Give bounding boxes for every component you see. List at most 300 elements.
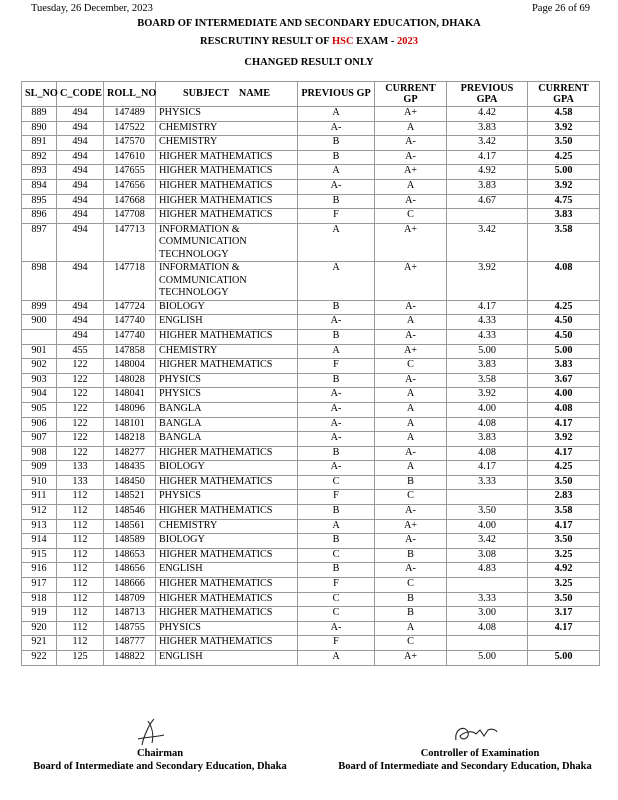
table-row [22,359,600,374]
cell-c-code: 494 [57,136,104,151]
cell-curr-gpa [528,636,600,651]
cell-prev-gp: A- [298,417,375,432]
table-row [22,417,600,432]
cell-curr-gp: A- [375,329,447,344]
cell-subject: HIGHER MATHEMATICS [156,592,298,607]
table-row [22,121,600,136]
cell-c-code: 494 [57,107,104,122]
cell-curr-gp: A [375,432,447,447]
cell-roll-no: 147668 [104,194,156,209]
cell-curr-gpa: 3.17 [528,607,600,622]
cell-curr-gpa: 3.83 [528,359,600,374]
cell-subject: ENGLISH [156,563,298,578]
cell-roll-no: 148028 [104,373,156,388]
cell-roll-no: 147655 [104,165,156,180]
cell-subject: PHYSICS [156,621,298,636]
cell-subject: PHYSICS [156,388,298,403]
cell-roll-no: 147489 [104,107,156,122]
cell-curr-gpa: 3.58 [528,223,600,262]
table-row [22,461,600,476]
cell-prev-gp: F [298,636,375,651]
cell-subject: HIGHER MATHEMATICS [156,446,298,461]
cell-prev-gpa: 4.17 [447,150,528,165]
page-number: Page 26 of 69 [531,3,590,14]
cell-curr-gpa: 2.83 [528,490,600,505]
cell-sl-no: 904 [22,388,57,403]
cell-curr-gpa: 4.92 [528,563,600,578]
cell-sl-no: 901 [22,344,57,359]
cell-curr-gpa: 3.50 [528,592,600,607]
cell-sl-no: 899 [22,300,57,315]
cell-prev-gpa: 3.33 [447,475,528,490]
cell-sl-no: 910 [22,475,57,490]
col-current-gpa: CURRENT GPA [528,82,600,107]
cell-prev-gp: B [298,563,375,578]
chairman-signature [130,717,170,747]
cell-c-code: 122 [57,446,104,461]
cell-roll-no: 148218 [104,432,156,447]
cell-prev-gp: B [298,373,375,388]
cell-curr-gpa: 3.25 [528,548,600,563]
cell-prev-gpa: 3.83 [447,179,528,194]
table-header-row [22,82,600,107]
cell-subject: PHYSICS [156,490,298,505]
cell-c-code: 122 [57,402,104,417]
cell-curr-gp: A- [375,194,447,209]
cell-prev-gpa: 4.17 [447,300,528,315]
report-title [0,36,618,47]
cell-prev-gpa: 3.00 [447,607,528,622]
cell-roll-no: 147708 [104,209,156,224]
table-row [22,651,600,666]
cell-subject: BANGLA [156,417,298,432]
chairman-org: Board of Intermediate and Secondary Education, Dhaka [33,761,287,772]
cell-curr-gpa: 3.67 [528,373,600,388]
cell-prev-gpa: 4.08 [447,417,528,432]
chairman-title: Chairman [136,748,184,759]
cell-roll-no: 148589 [104,534,156,549]
cell-sl-no: 900 [22,315,57,330]
cell-subject: BANGLA [156,402,298,417]
col-subject-name: SUBJECT NAME [156,82,298,107]
cell-prev-gpa: 3.42 [447,223,528,262]
cell-sl-no: 889 [22,107,57,122]
cell-prev-gp: A- [298,621,375,636]
table-row [22,475,600,490]
cell-c-code: 112 [57,592,104,607]
cell-curr-gpa: 4.50 [528,315,600,330]
title-mid: EXAM - [356,36,395,47]
table-row [22,329,600,344]
table-row [22,209,600,224]
cell-curr-gp: A [375,179,447,194]
cell-prev-gp: B [298,136,375,151]
cell-c-code: 494 [57,300,104,315]
cell-c-code: 494 [57,329,104,344]
table-row [22,107,600,122]
cell-prev-gp: A- [298,315,375,330]
cell-subject: HIGHER MATHEMATICS [156,505,298,520]
cell-curr-gp: A- [375,534,447,549]
cell-curr-gp: A+ [375,262,447,301]
cell-subject: HIGHER MATHEMATICS [156,636,298,651]
cell-c-code: 112 [57,563,104,578]
cell-roll-no: 148277 [104,446,156,461]
cell-roll-no: 147718 [104,262,156,301]
cell-roll-no: 147740 [104,315,156,330]
cell-curr-gpa: 3.50 [528,475,600,490]
cell-curr-gp: B [375,607,447,622]
cell-prev-gpa: 3.83 [447,432,528,447]
cell-roll-no: 148435 [104,461,156,476]
table-row [22,373,600,388]
cell-prev-gp: A [298,519,375,534]
cell-c-code: 112 [57,621,104,636]
cell-prev-gp: A- [298,402,375,417]
cell-sl-no: 911 [22,490,57,505]
table-row [22,534,600,549]
cell-c-code: 125 [57,651,104,666]
cell-prev-gpa: 3.33 [447,592,528,607]
cell-prev-gp: C [298,548,375,563]
cell-roll-no: 148450 [104,475,156,490]
cell-c-code: 122 [57,373,104,388]
col-previous-gpa: PREVIOUS GPA [447,82,528,107]
cell-curr-gpa: 5.00 [528,651,600,666]
table-row [22,432,600,447]
cell-curr-gp: A [375,417,447,432]
cell-prev-gpa [447,578,528,593]
cell-curr-gpa: 3.50 [528,136,600,151]
cell-subject: CHEMISTRY [156,519,298,534]
cell-subject: HIGHER MATHEMATICS [156,578,298,593]
cell-sl-no: 890 [22,121,57,136]
cell-c-code: 112 [57,534,104,549]
table-row [22,194,600,209]
cell-prev-gp: B [298,534,375,549]
cell-sl-no: 908 [22,446,57,461]
cell-prev-gpa: 4.42 [447,107,528,122]
cell-c-code: 112 [57,548,104,563]
cell-curr-gpa: 4.50 [528,329,600,344]
cell-sl-no: 918 [22,592,57,607]
cell-roll-no: 148666 [104,578,156,593]
cell-c-code: 122 [57,388,104,403]
cell-curr-gp: A- [375,446,447,461]
cell-curr-gp: A [375,121,447,136]
table-row [22,262,600,301]
cell-curr-gp: A [375,388,447,403]
cell-curr-gpa: 4.00 [528,388,600,403]
table-row [22,165,600,180]
cell-sl-no: 919 [22,607,57,622]
cell-prev-gpa: 3.83 [447,359,528,374]
cell-curr-gpa: 4.17 [528,446,600,461]
table-row [22,300,600,315]
cell-curr-gp: B [375,548,447,563]
cell-curr-gp: A+ [375,519,447,534]
cell-curr-gpa: 3.83 [528,209,600,224]
cell-prev-gp: F [298,578,375,593]
cell-roll-no: 148004 [104,359,156,374]
cell-c-code: 112 [57,505,104,520]
cell-curr-gp: A [375,621,447,636]
cell-c-code: 112 [57,636,104,651]
table-row [22,578,600,593]
cell-subject: HIGHER MATHEMATICS [156,329,298,344]
cell-sl-no [22,329,57,344]
cell-sl-no: 892 [22,150,57,165]
cell-c-code: 122 [57,359,104,374]
table-row [22,548,600,563]
cell-prev-gp: A [298,223,375,262]
cell-sl-no: 905 [22,402,57,417]
cell-c-code: 122 [57,432,104,447]
exam-name: HSC [331,36,354,47]
cell-curr-gp: A [375,461,447,476]
cell-roll-no: 148041 [104,388,156,403]
cell-roll-no: 147522 [104,121,156,136]
cell-prev-gp: B [298,446,375,461]
cell-subject: HIGHER MATHEMATICS [156,194,298,209]
cell-curr-gp: A- [375,300,447,315]
table-row [22,388,600,403]
cell-c-code: 494 [57,223,104,262]
cell-curr-gpa: 4.17 [528,417,600,432]
cell-sl-no: 921 [22,636,57,651]
cell-prev-gpa: 3.50 [447,505,528,520]
cell-curr-gp: A+ [375,165,447,180]
cell-curr-gpa: 4.75 [528,194,600,209]
cell-subject: CHEMISTRY [156,344,298,359]
cell-prev-gp: B [298,300,375,315]
cell-roll-no: 148656 [104,563,156,578]
cell-prev-gpa: 4.83 [447,563,528,578]
cell-subject: PHYSICS [156,373,298,388]
cell-prev-gpa: 4.00 [447,519,528,534]
cell-subject: HIGHER MATHEMATICS [156,359,298,374]
cell-c-code: 494 [57,150,104,165]
title-prefix: RESCRUTINY RESULT OF [199,36,330,47]
cell-prev-gpa: 4.08 [447,621,528,636]
col-roll-no: ROLL_NO [104,82,156,107]
cell-c-code: 494 [57,315,104,330]
cell-curr-gp: A+ [375,651,447,666]
cell-prev-gp: A- [298,432,375,447]
cell-prev-gp: A- [298,461,375,476]
cell-prev-gpa [447,636,528,651]
cell-curr-gp: A+ [375,223,447,262]
cell-prev-gp: A [298,651,375,666]
cell-sl-no: 903 [22,373,57,388]
cell-sl-no: 917 [22,578,57,593]
cell-sl-no: 894 [22,179,57,194]
cell-prev-gpa: 4.67 [447,194,528,209]
cell-curr-gpa: 4.25 [528,150,600,165]
cell-roll-no: 148755 [104,621,156,636]
cell-prev-gpa: 3.58 [447,373,528,388]
cell-c-code: 494 [57,194,104,209]
cell-c-code: 494 [57,209,104,224]
cell-subject: HIGHER MATHEMATICS [156,165,298,180]
cell-prev-gp: C [298,475,375,490]
cell-prev-gpa: 3.08 [447,548,528,563]
cell-c-code: 494 [57,165,104,180]
cell-curr-gp: A- [375,373,447,388]
cell-prev-gpa [447,490,528,505]
cell-curr-gpa: 3.50 [528,534,600,549]
cell-sl-no: 893 [22,165,57,180]
cell-roll-no: 148101 [104,417,156,432]
cell-subject: BIOLOGY [156,461,298,476]
cell-subject: BANGLA [156,432,298,447]
cell-subject: HIGHER MATHEMATICS [156,607,298,622]
cell-c-code: 112 [57,607,104,622]
cell-curr-gpa: 3.92 [528,432,600,447]
table-row [22,505,600,520]
cell-roll-no: 147713 [104,223,156,262]
table-row [22,402,600,417]
cell-prev-gpa: 5.00 [447,344,528,359]
cell-prev-gpa: 4.33 [447,329,528,344]
cell-prev-gp: C [298,592,375,607]
table-row [22,179,600,194]
cell-curr-gpa: 3.92 [528,121,600,136]
table-row [22,223,600,262]
cell-subject: ENGLISH [156,651,298,666]
cell-curr-gpa: 4.17 [528,519,600,534]
cell-prev-gp: F [298,209,375,224]
cell-sl-no: 915 [22,548,57,563]
cell-c-code: 112 [57,490,104,505]
cell-curr-gpa: 3.58 [528,505,600,520]
table-row [22,344,600,359]
cell-curr-gpa: 4.58 [528,107,600,122]
cell-curr-gp: A [375,315,447,330]
table-row [22,315,600,330]
cell-prev-gpa: 3.42 [447,136,528,151]
cell-prev-gpa: 4.92 [447,165,528,180]
cell-curr-gpa: 4.08 [528,262,600,301]
cell-sl-no: 891 [22,136,57,151]
cell-curr-gp: B [375,475,447,490]
cell-prev-gp: B [298,150,375,165]
cell-subject: HIGHER MATHEMATICS [156,475,298,490]
cell-curr-gpa: 3.92 [528,179,600,194]
cell-curr-gp: C [375,209,447,224]
cell-prev-gp: A- [298,121,375,136]
table-row [22,136,600,151]
cell-curr-gpa: 4.17 [528,621,600,636]
cell-prev-gp: A [298,344,375,359]
cell-prev-gpa: 4.08 [447,446,528,461]
cell-subject: HIGHER MATHEMATICS [156,209,298,224]
cell-prev-gp: B [298,329,375,344]
cell-sl-no: 914 [22,534,57,549]
cell-roll-no: 148822 [104,651,156,666]
cell-roll-no: 148561 [104,519,156,534]
cell-roll-no: 147656 [104,179,156,194]
col-previous-gp: PREVIOUS GP [298,82,375,107]
cell-sl-no: 907 [22,432,57,447]
print-date: Tuesday, 26 December, 2023 [31,3,153,14]
cell-c-code: 112 [57,578,104,593]
cell-prev-gp: B [298,505,375,520]
cell-prev-gp: A [298,262,375,301]
cell-roll-no: 147610 [104,150,156,165]
cell-sl-no: 912 [22,505,57,520]
cell-subject: CHEMISTRY [156,136,298,151]
cell-subject: PHYSICS [156,107,298,122]
cell-roll-no: 148653 [104,548,156,563]
table-row [22,490,600,505]
cell-prev-gpa: 4.00 [447,402,528,417]
cell-prev-gpa: 5.00 [447,651,528,666]
cell-sl-no: 902 [22,359,57,374]
cell-roll-no: 148713 [104,607,156,622]
cell-sl-no: 897 [22,223,57,262]
table-row [22,592,600,607]
cell-roll-no: 148709 [104,592,156,607]
cell-roll-no: 148096 [104,402,156,417]
cell-sl-no: 916 [22,563,57,578]
cell-sl-no: 896 [22,209,57,224]
table-row [22,519,600,534]
cell-subject: HIGHER MATHEMATICS [156,548,298,563]
cell-curr-gpa: 4.08 [528,402,600,417]
cell-curr-gp: A- [375,505,447,520]
exam-year: 2023 [397,36,418,47]
cell-subject: INFORMATION & COMMUNICATION TECHNOLOGY [156,223,298,262]
cell-subject: INFORMATION & COMMUNICATION TECHNOLOGY [156,262,298,301]
cell-prev-gpa: 4.17 [447,461,528,476]
cell-curr-gp: B [375,592,447,607]
cell-roll-no: 147570 [104,136,156,151]
cell-prev-gpa: 3.92 [447,388,528,403]
cell-prev-gp: A [298,107,375,122]
cell-c-code: 494 [57,262,104,301]
cell-roll-no: 147724 [104,300,156,315]
controller-signature [450,720,500,746]
cell-sl-no: 895 [22,194,57,209]
cell-prev-gp: B [298,194,375,209]
cell-curr-gpa: 5.00 [528,344,600,359]
cell-c-code: 133 [57,461,104,476]
cell-curr-gp: C [375,359,447,374]
cell-subject: HIGHER MATHEMATICS [156,179,298,194]
cell-curr-gpa: 5.00 [528,165,600,180]
cell-sl-no: 906 [22,417,57,432]
cell-roll-no: 148521 [104,490,156,505]
col-c-code: C_CODE [57,82,104,107]
table-row [22,621,600,636]
cell-roll-no: 147740 [104,329,156,344]
cell-roll-no: 148546 [104,505,156,520]
cell-prev-gp: F [298,490,375,505]
cell-sl-no: 920 [22,621,57,636]
cell-prev-gpa: 4.33 [447,315,528,330]
cell-subject: HIGHER MATHEMATICS [156,150,298,165]
cell-c-code: 122 [57,417,104,432]
table-row [22,446,600,461]
cell-curr-gp: A- [375,150,447,165]
cell-curr-gp: A- [375,136,447,151]
cell-curr-gp: A [375,402,447,417]
cell-roll-no: 147858 [104,344,156,359]
report-subtitle: CHANGED RESULT ONLY [244,57,374,68]
cell-prev-gp: A- [298,179,375,194]
cell-curr-gp: A+ [375,344,447,359]
